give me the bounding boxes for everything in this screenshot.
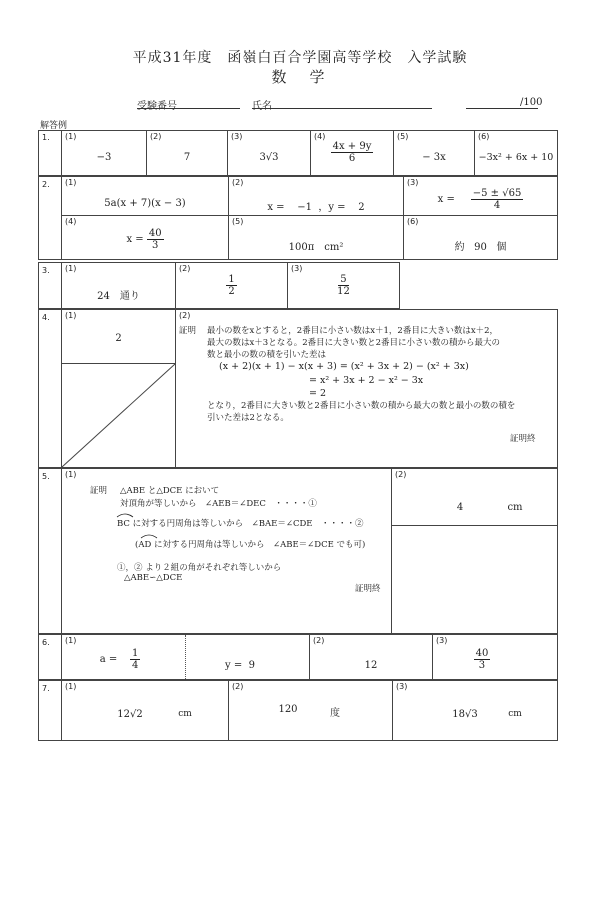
q6-y-label: y = xyxy=(225,660,243,671)
q4-proof-end: 証明終 xyxy=(510,434,536,444)
q7-label-1: (1) xyxy=(65,682,77,691)
q6-a1-numerator: 1 xyxy=(131,648,139,659)
q1-label-2: (2) xyxy=(150,132,162,141)
q7-answer-3: 18√3 xyxy=(452,709,478,720)
q1-label-4: (4) xyxy=(314,132,326,141)
q2-label-4: (4) xyxy=(65,217,77,226)
q2-a2-y-label: ，y = xyxy=(318,202,346,213)
q3-a2-numerator: 1 xyxy=(228,274,235,285)
q1-answer-6: −3x² + 6x + 10 xyxy=(478,152,554,163)
q2-answer-6 xyxy=(403,238,558,253)
arc-ad-icon xyxy=(140,533,158,539)
q2-label-3: (3) xyxy=(407,178,419,187)
q4-proof-line-3: 数と最小の数の積を引いた差は xyxy=(207,350,327,360)
q2-a4-numerator: 40 xyxy=(148,228,162,239)
q6-label-3: (3) xyxy=(436,636,448,645)
q5-proof-line-6: △ABE∽△DCE xyxy=(124,573,183,583)
q2-a2-y-value: 2 xyxy=(358,202,365,213)
q6-answer-1a xyxy=(90,648,150,671)
q6-a1-denominator: 4 xyxy=(131,660,139,671)
q1-answer-1: −3 xyxy=(96,152,112,163)
q5-answer-2-unit: cm xyxy=(507,502,523,513)
q4-proof-line-1: 最小の数をxとすると，2番目に小さい数はx＋1，2番目に大きい数はx＋2， xyxy=(207,326,499,336)
score-line[interactable] xyxy=(466,108,538,109)
q7-answer-1-unit: cm xyxy=(178,709,192,719)
q4-equation-2: = x² + 3x + 2 − x² − 3x xyxy=(309,375,424,386)
q1-answer-4 xyxy=(310,141,394,164)
exam-title: 平成31年度 函嶺白百合学園高等学校 入学試験 xyxy=(132,50,468,66)
exam-number-label: 受験番号 xyxy=(137,101,177,112)
q1-a4-denominator: 6 xyxy=(348,153,356,164)
q2-a6-unit: 個 xyxy=(496,242,507,253)
q2-a2-x-label: x = xyxy=(267,202,285,213)
q4-equation-3: = 2 xyxy=(309,388,327,399)
q3-answer-2 xyxy=(175,274,288,297)
q2-a4-x-label: x = xyxy=(126,234,144,245)
q2-answer-5: 100π cm² xyxy=(288,242,344,253)
q5-proof-end: 証明終 xyxy=(355,584,381,594)
q5-cell-1 xyxy=(61,468,392,634)
q6-dotted-divider xyxy=(185,635,186,679)
answer-example-label: 解答例 xyxy=(40,121,68,131)
q1-label-1: (1) xyxy=(65,132,77,141)
q1-answer-3: 3√3 xyxy=(259,152,279,163)
name-label: 氏名 xyxy=(252,101,272,112)
q5-proof-label: 証明 xyxy=(90,486,108,496)
q7-cell-2 xyxy=(228,680,393,741)
q4-label-1: (1) xyxy=(65,311,77,320)
q7-answer-3-unit: cm xyxy=(508,709,522,719)
q3-label-2: (2) xyxy=(179,264,191,273)
q3-a2-denominator: 2 xyxy=(228,286,235,297)
q4-answer-1: 2 xyxy=(115,333,122,344)
q7-answer-1: 12√2 xyxy=(117,709,143,720)
q2-a4-denominator: 3 xyxy=(152,240,159,251)
q3-answer-3 xyxy=(287,274,400,297)
q5-label-1: (1) xyxy=(65,470,77,479)
q2-answer-2 xyxy=(228,198,404,213)
q5-proof-line-1: △ABE と△DCE において xyxy=(120,486,220,496)
q4-conclusion-2: 引いた差は2となる。 xyxy=(207,413,289,423)
q4-label-2: (2) xyxy=(179,311,191,320)
q7-number: 7. xyxy=(42,684,50,693)
q3-label-3: (3) xyxy=(291,264,303,273)
q4-proof-line-2: 最大の数はx＋3となる。2番目に大きい数と2番目に小さい数の積から最大の xyxy=(207,338,501,348)
q7-label-2: (2) xyxy=(232,682,244,691)
q2-answer-4 xyxy=(61,228,229,251)
q7-label-3: (3) xyxy=(396,682,408,691)
q7-answer-2-unit: 度 xyxy=(330,708,340,719)
q5-number: 5. xyxy=(42,472,50,481)
q4-equation-1: (x + 2)(x + 1) − x(x + 3) = (x² + 3x + 2) − (x² + 3x) xyxy=(219,361,469,372)
q5-label-2: (2) xyxy=(395,470,407,479)
q1-answer-5: − 3x xyxy=(422,152,446,163)
q1-label-5: (5) xyxy=(397,132,409,141)
name-line[interactable] xyxy=(252,108,432,109)
q3-a3-denominator: 12 xyxy=(337,286,350,297)
q2-a3-numerator: −5 ± √65 xyxy=(472,188,522,199)
q3-label-1: (1) xyxy=(65,264,77,273)
q1-number: 1. xyxy=(42,133,50,142)
q1-label-3: (3) xyxy=(231,132,243,141)
q2-a6-prefix: 約 xyxy=(454,242,465,253)
q4-proof-label: 証明 xyxy=(179,326,197,336)
q6-answer-1b xyxy=(200,660,280,671)
q6-label-1: (1) xyxy=(65,636,77,645)
q2-label-5: (5) xyxy=(232,217,244,226)
q2-a3-denominator: 4 xyxy=(493,200,501,211)
q6-answer-3 xyxy=(432,648,532,671)
q6-cell-2 xyxy=(309,634,433,680)
q5-proof-line-2: 対頂角が等しいから ∠AEB＝∠DEC ・・・・① xyxy=(120,499,317,509)
q6-answer-2: 12 xyxy=(364,660,378,671)
q3-answer-1: 24 通り xyxy=(97,291,140,302)
q2-answer-3 xyxy=(403,188,558,211)
q6-y-value: 9 xyxy=(248,660,255,671)
q2-label-1: (1) xyxy=(65,178,77,187)
q6-a3-numerator: 40 xyxy=(475,648,489,659)
q4-number: 4. xyxy=(42,313,50,322)
q4-conclusion-1: となり，2番目に大きい数と2番目に小さい数の積から最大の数と最小の数の積を xyxy=(207,401,516,411)
q6-label-2: (2) xyxy=(313,636,325,645)
q2-a3-x-label: x = xyxy=(437,194,455,205)
score-total: /100 xyxy=(520,97,543,108)
q5-proof-line-5: ①，② より２組の角がそれぞれ等しいから xyxy=(117,563,282,573)
q7-answer-2: 120 xyxy=(278,704,298,715)
q2-label-2: (2) xyxy=(232,178,244,187)
exam-number-line[interactable] xyxy=(137,108,240,109)
q5-cell-2 xyxy=(391,468,558,526)
q1-label-6: (6) xyxy=(478,132,490,141)
q3-a3-numerator: 5 xyxy=(340,274,347,285)
q4-diagonal-strike xyxy=(61,363,176,468)
q3-number: 3. xyxy=(42,266,50,275)
q2-a2-x-value: −1 xyxy=(297,202,312,213)
q2-number: 2. xyxy=(42,180,50,189)
q5-proof-line-3: BC に対する円周角は等しいから ∠BAE＝∠CDE ・・・・② xyxy=(117,519,364,529)
q2-a6-value: 90 xyxy=(474,242,487,253)
q6-number: 6. xyxy=(42,638,50,647)
q6-a-label: a = xyxy=(99,654,118,665)
subject-title: 数 学 xyxy=(271,68,329,86)
q1-a4-numerator: 4x + 9y xyxy=(332,141,372,152)
q5-answer-2: 4 xyxy=(456,502,464,513)
q2-answer-1: 5a(x + 7)(x − 3) xyxy=(104,198,186,209)
q6-a3-denominator: 3 xyxy=(478,660,486,671)
q2-cell-1 xyxy=(61,176,229,216)
arc-bc-icon xyxy=(116,512,134,518)
q1-answer-2: 7 xyxy=(183,152,191,163)
q5-proof-line-4: (AD に対する円周角は等しいから ∠ABE＝∠DCE でも可) xyxy=(135,540,366,550)
q2-label-6: (6) xyxy=(407,217,419,226)
